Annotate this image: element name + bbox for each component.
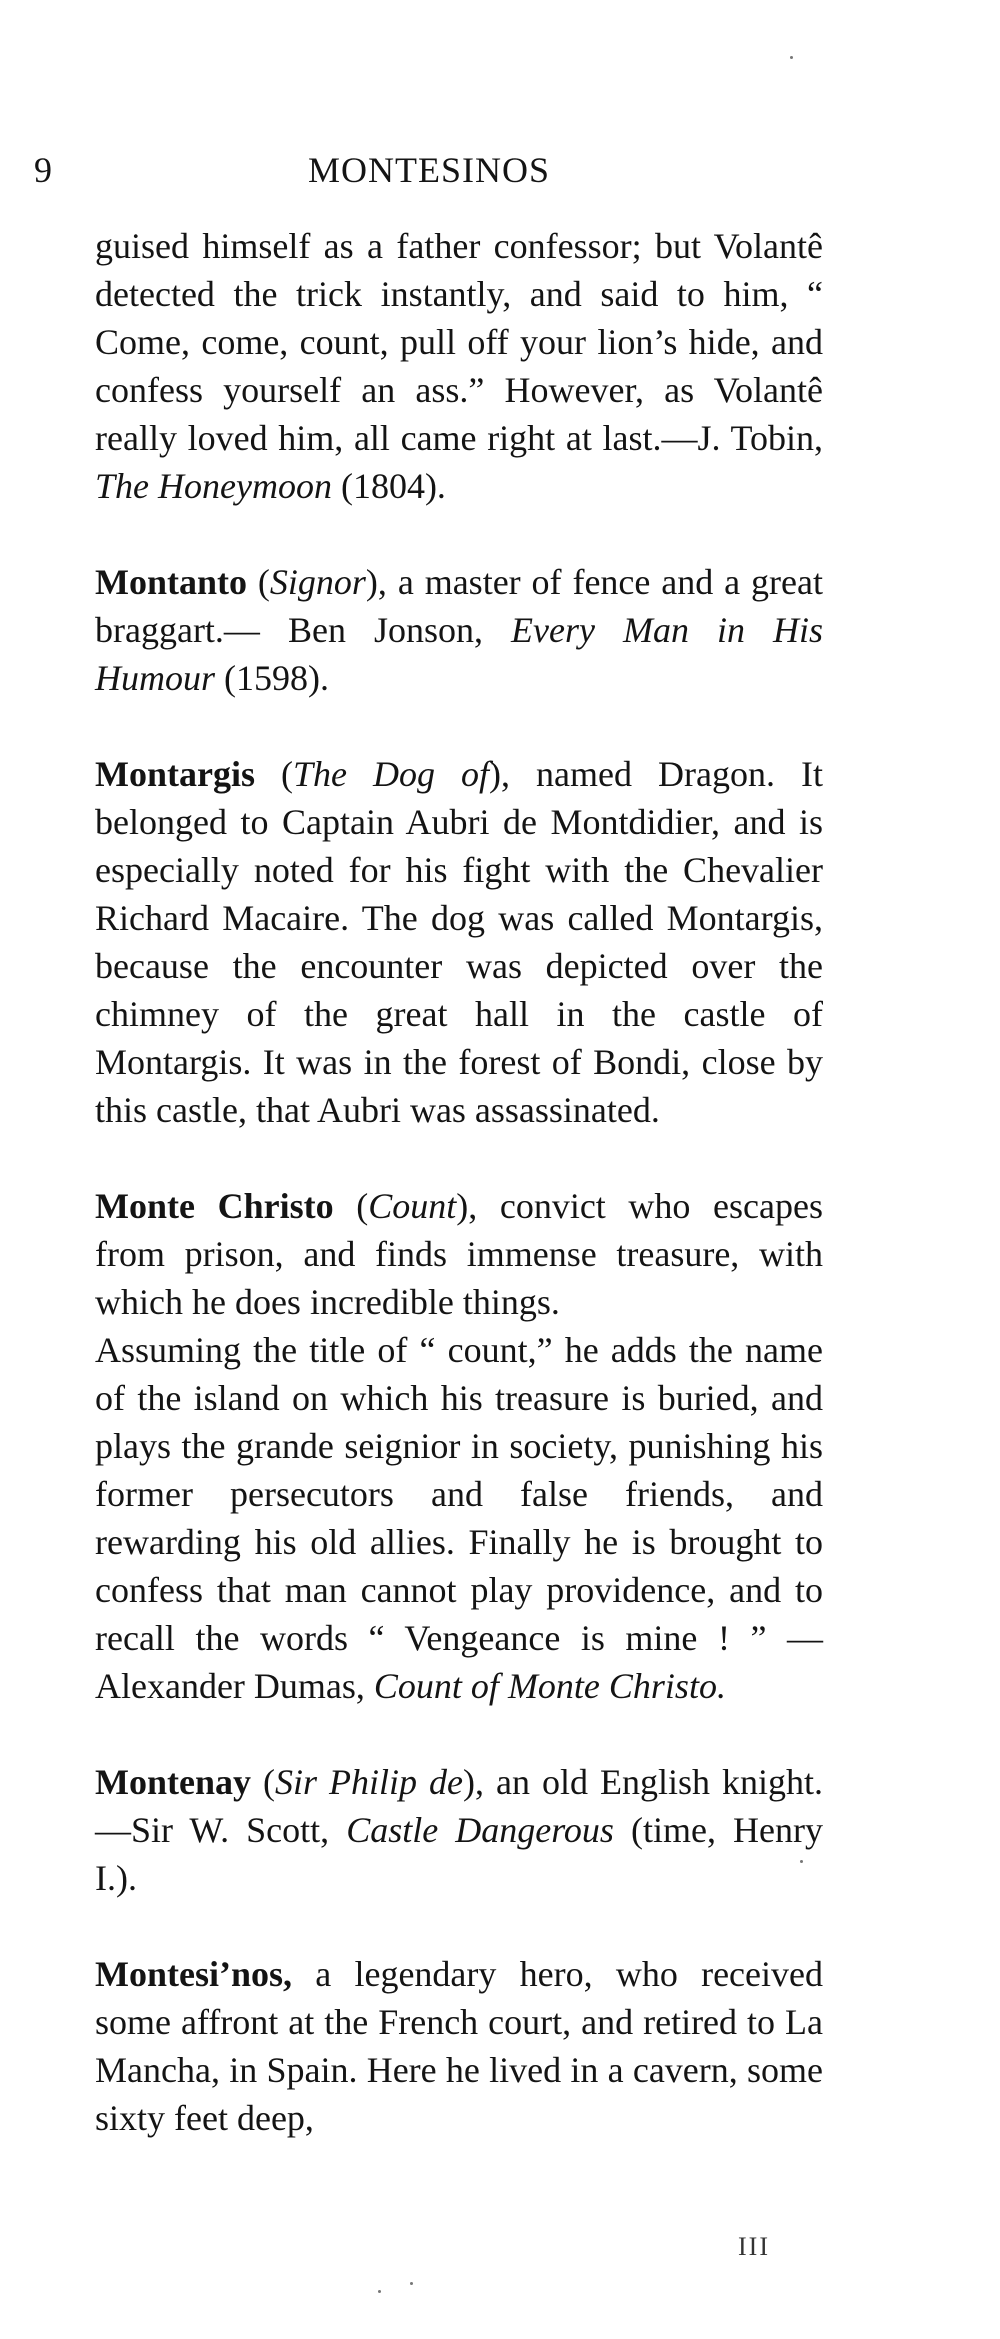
headword: Montesi’nos, [95,1954,292,1994]
headword: Monte Christo [95,1186,334,1226]
running-head [34,148,824,192]
signature-mark: III [738,2232,770,2261]
running-title: MONTESINOS [307,150,550,190]
headword: Montanto [95,562,247,602]
text-column [95,222,823,2142]
entry-monte-christo: Monte Christo (Count), convict who escapes from prison, and finds immense treasure, with which he does incredible things. [95,1186,823,1322]
page-number: 9 [34,150,52,190]
paper-speck [378,2290,381,2293]
headword: Montenay [95,1762,251,1802]
paper-speck [410,2282,413,2285]
entry-montargis: Montargis (The Dog of), named Dragon. It belonged to Captain Aubri de Montdidier, and is especially noted for his fight with the Chevalier Richard Macaire. The dog was called Montargis, because the encounter was depicted over the chimney of the great hall in the castle of Montargis. It was in the forest of Bondi, close by this castle, that Aubri was assassinated. [95,754,824,1130]
entry-montanto: Montanto (Signor), a master of fence and a great braggart.— Ben Jonson, Every Man in His Humour (1598). [95,562,823,698]
work-title: Castle Dangerous [346,1810,614,1850]
entry-montesinos: Montesi’nos, a legendary hero, who received some affront at the French court, and retired to La Mancha, in Spain. Here he lived in a cavern, some sixty feet deep, [95,1954,823,2138]
entry-monte-christo-continuation: Assuming the title of “ count,” he adds the name of the island on which his treasure is buried, and plays the grande seignior in society, punishing his former persecutors and false friends, and rewarding his old allies. Finally he is brought to confess that man cannot play providence, and to recall the words “ Vengeance is mine ! ” — Alexander Dumas, Count of Monte Christo. [95,1330,823,1706]
work-title: Count of Monte Christo. [373,1666,726,1706]
entry-continuation-volante: guised himself as a father confessor; but Volantê detected the trick instantly, and said to him, “ Come, come, count, pull off your lion’s hide, and confess yourself an ass.” However, as Volantê really loved him, all came right at last.—J. Tobin, The Honeymoon (1804). [95,226,823,506]
entry-montenay: Montenay (Sir Philip de), an old English knight.—Sir W. Scott, Castle Dangerous (time, Henry I.). [95,1762,824,1898]
paper-speck [790,56,793,59]
paper-speck [800,1860,803,1863]
work-title: Every Man in His Humour [95,610,823,698]
work-title: The Honeymoon [95,466,332,506]
headword: Montargis [95,754,255,794]
